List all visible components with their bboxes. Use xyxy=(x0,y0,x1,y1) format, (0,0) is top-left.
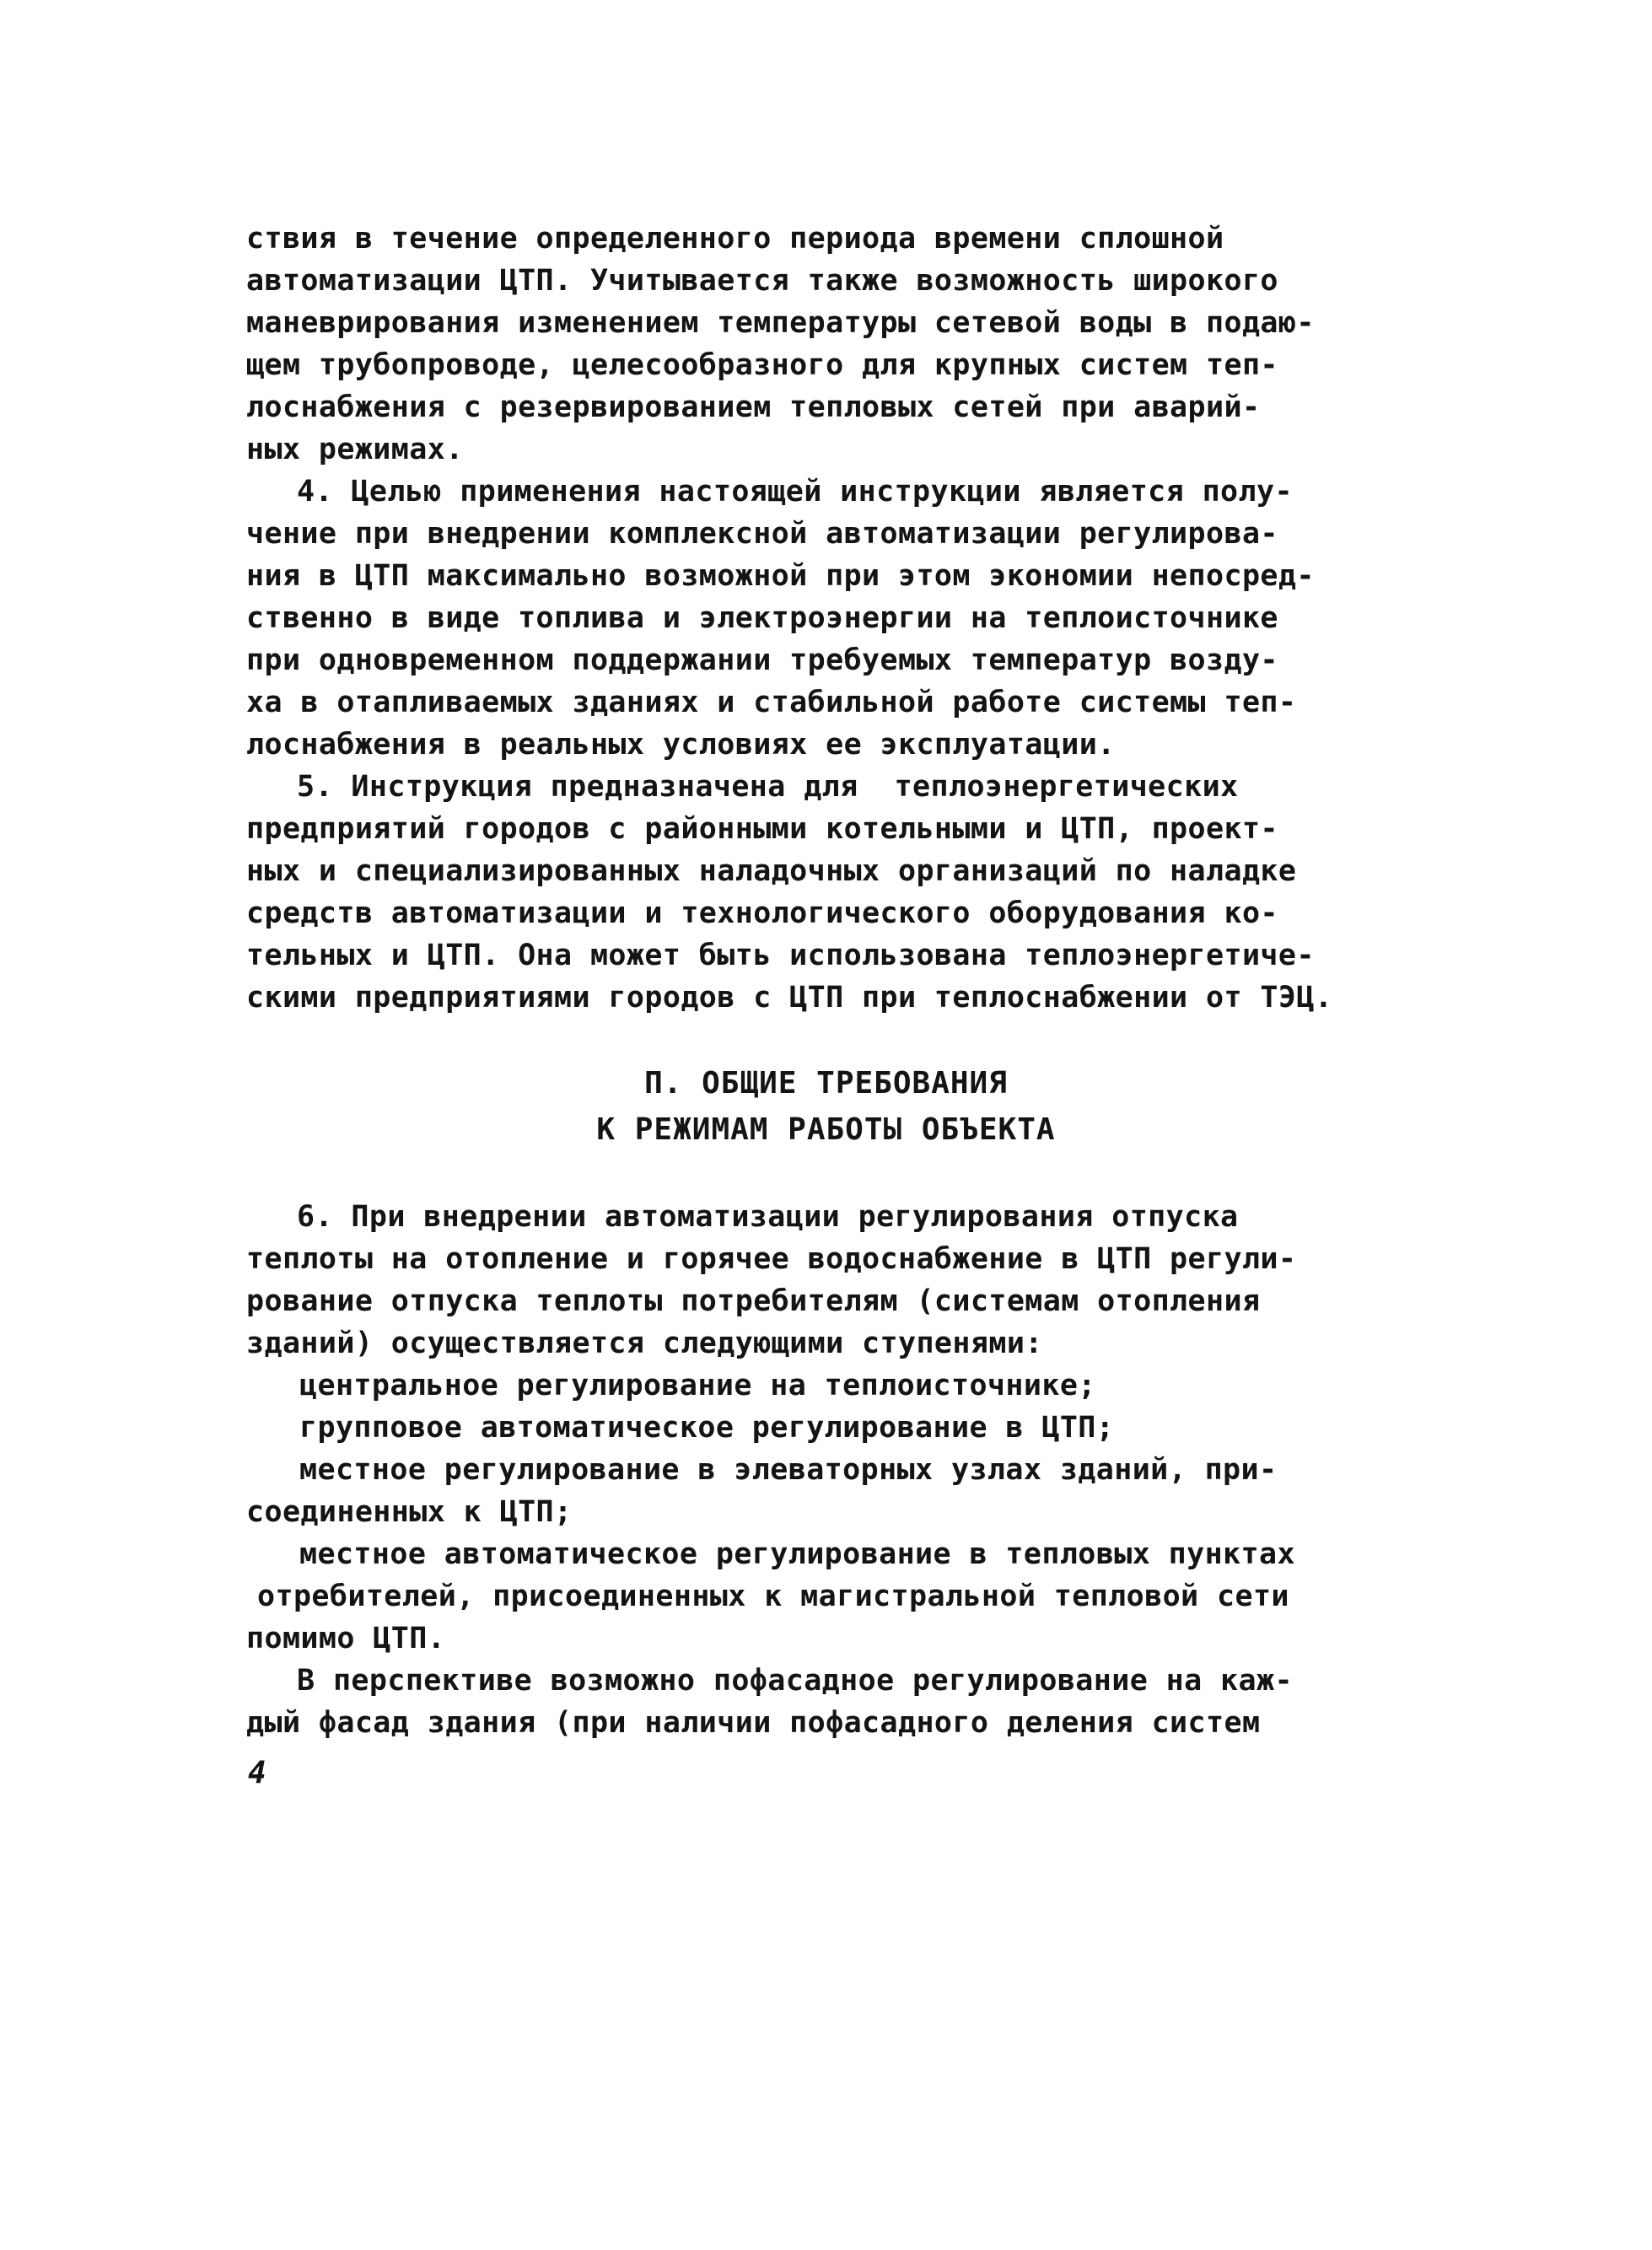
text-line: автоматизации ЦТП. Учитывается также возможность широкого xyxy=(246,264,1278,298)
text-line: маневрирования изменением температуры сетевой воды в подаю- xyxy=(246,306,1315,340)
list-item: групповое автоматическое регулирование в ЦТП; xyxy=(299,1411,1115,1445)
list-item: центральное регулирование на теплоисточнике; xyxy=(299,1369,1096,1402)
text-line: чение при внедрении комплексной автоматизации регулирова- xyxy=(246,517,1278,551)
text-line: ных и специализированных наладочных организаций по наладке xyxy=(246,854,1297,888)
text-line: средств автоматизации и технологического оборудования ко- xyxy=(246,896,1278,930)
text-line: тельных и ЦТП. Она может быть использована теплоэнергетиче- xyxy=(246,939,1315,972)
text-line: зданий) осуществляется следующими ступенями: xyxy=(246,1327,1043,1360)
list-item: местное автоматическое регулирование в тепловых пунктах xyxy=(299,1537,1295,1571)
text-line: при одновременном поддержании требуемых температур возду- xyxy=(246,643,1278,677)
paragraph-5-first-line: 5. Инструкция предназначена для теплоэнергетических xyxy=(297,770,1239,804)
text-line: скими предприятиями городов с ЦТП при теплоснабжении от ТЭЦ. xyxy=(246,981,1333,1015)
text-line: ственно в виде топлива и электроэнергии на теплоисточнике xyxy=(246,601,1278,635)
text-line: предприятий городов с районными котельными и ЦТП, проект- xyxy=(246,812,1278,846)
list-item: местное регулирование в элеваторных узлах зданий, при- xyxy=(299,1453,1278,1487)
text-line: щем трубопроводе, целесообразного для крупных систем теп- xyxy=(246,348,1278,382)
list-item-continuation: соединенных к ЦТП; xyxy=(246,1495,573,1529)
paragraph-6-first-line: 6. При внедрении автоматизации регулирования отпуска xyxy=(297,1200,1239,1234)
text-line: ных режимах. xyxy=(246,433,464,466)
text-line: лоснабжения с резервированием тепловых сетей при аварий- xyxy=(246,390,1261,424)
text-line: дый фасад здания (при наличии пофасадного деления систем xyxy=(246,1706,1261,1740)
paragraph-4-first-line: 4. Целью применения настоящей инструкции является полу- xyxy=(297,475,1293,509)
text-line: теплоты на отопление и горячее водоснабжение в ЦТП регули- xyxy=(246,1242,1297,1276)
paragraph-final-first-line: В перспективе возможно пофасадное регулирование на каж- xyxy=(297,1664,1293,1698)
text-line: ха в отапливаемых зданиях и стабильной работе системы теп- xyxy=(246,686,1297,719)
section-heading-line-1: П. ОБЩИЕ ТРЕБОВАНИЯ xyxy=(644,1066,1008,1101)
page-number: 4 xyxy=(248,1756,266,1790)
list-item-continuation: отребителей, присоединенных к магистральной тепловой сети xyxy=(257,1580,1289,1613)
section-heading-line-2: К РЕЖИМАМ РАБОТЫ ОБЪЕКТА xyxy=(596,1112,1056,1147)
list-item-continuation: помимо ЦТП. xyxy=(246,1622,446,1655)
text-line: лоснабжения в реальных условиях ее эксплуатации. xyxy=(246,728,1116,762)
text-line: рование отпуска теплоты потребителям (системам отопления xyxy=(246,1284,1261,1318)
text-line: ствия в течение определенного периода времени сплошной xyxy=(246,222,1224,256)
text-line: ния в ЦТП максимально возможной при этом экономии непосред- xyxy=(246,559,1315,593)
